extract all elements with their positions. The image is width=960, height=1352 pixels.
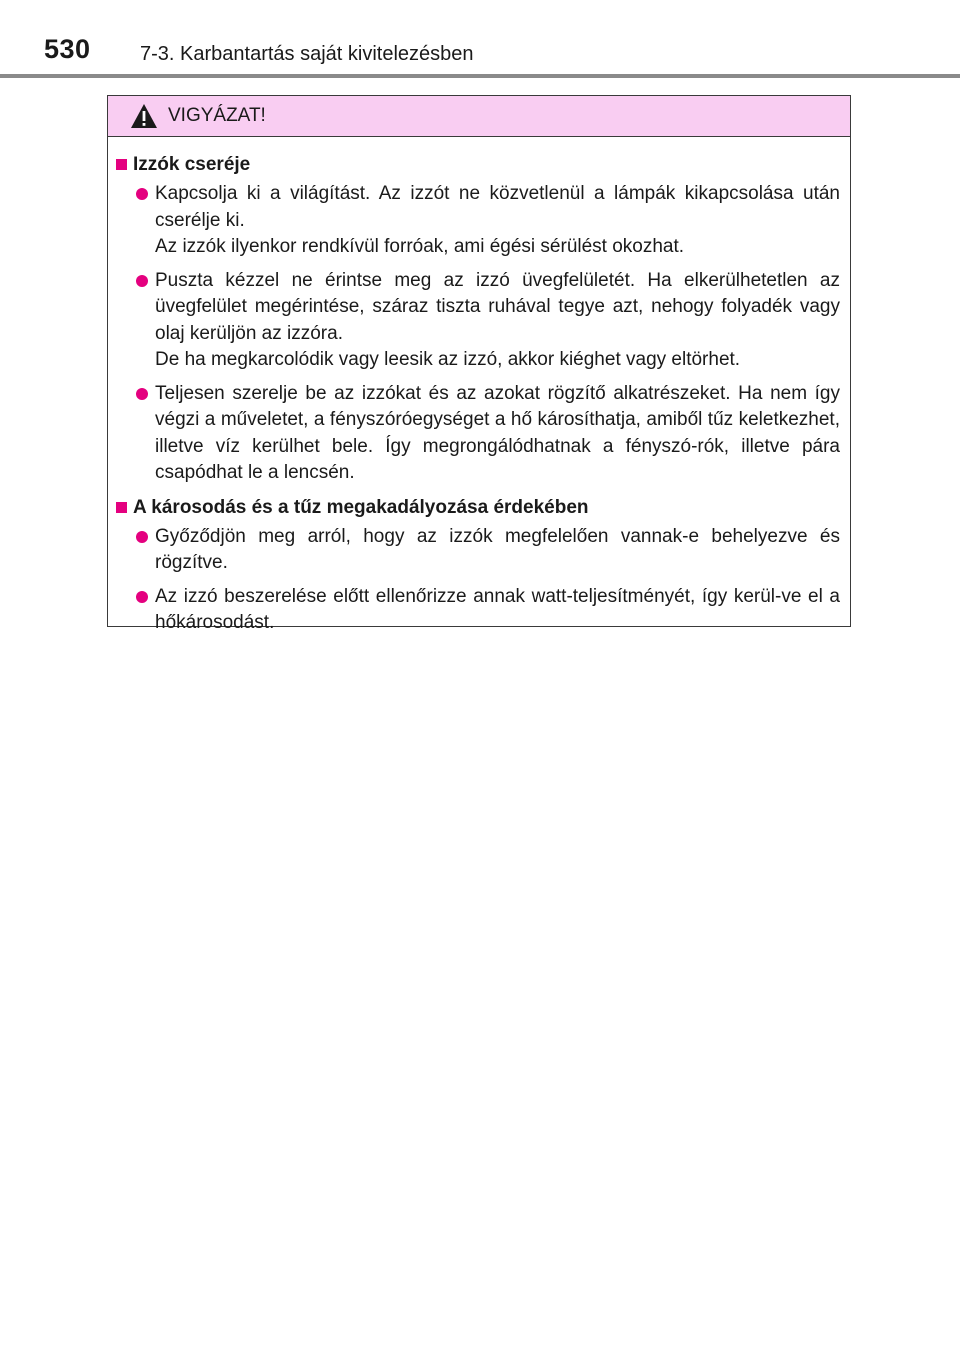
section-heading: [114, 494, 840, 521]
section-damage-fire-prevention: [114, 494, 840, 637]
paragraph: Kapcsolja ki a világítást. Az izzót ne közvetlenül a lámpák kikapcsolása után cserélje ki.: [155, 183, 840, 231]
section-title: 7-3. Karbantartás saját kivitelezésben: [140, 43, 474, 65]
section-heading-text: Izzók cseréje: [133, 154, 251, 175]
list-item-text: [155, 524, 840, 577]
paragraph: Puszta kézzel ne érintse meg az izzó üvegfelületét. Ha elkerülhetetlen az üvegfelület megérintése, száraz tiszta ruhával tegye azt, nehogy folyadék vagy olaj kerüljön az izzóra.: [155, 269, 840, 344]
paragraph: Győződjön meg arról, hogy az izzók megfelelően vannak-e behelyezve és rögzítve.: [155, 525, 840, 573]
warning-triangle-icon: [130, 103, 158, 129]
square-bullet-icon: [116, 502, 127, 513]
list-item-text: [155, 584, 840, 637]
paragraph: Az izzó beszerelése előtt ellenőrizze annak watt-teljesítményét, így kerül-ve el a hőkárosodást.: [155, 585, 840, 633]
list-item-text: [155, 381, 840, 487]
section-heading: [114, 151, 840, 178]
list-item: [114, 584, 840, 637]
list-item: [114, 268, 840, 374]
circle-bullet-icon: [136, 275, 148, 287]
paragraph: Az izzók ilyenkor rendkívül forróak, ami égési sérülést okozhat.: [155, 236, 685, 257]
circle-bullet-icon: [136, 388, 148, 400]
warning-header: [108, 96, 850, 137]
circle-bullet-icon: [136, 188, 148, 200]
list-item-text: [155, 181, 840, 261]
list-item: [114, 381, 840, 487]
page-number: 530: [44, 34, 91, 64]
circle-bullet-icon: [136, 531, 148, 543]
list-item: [114, 181, 840, 261]
list-item-text: [155, 268, 840, 374]
circle-bullet-icon: [136, 591, 148, 603]
header-divider: [0, 74, 960, 78]
paragraph: Teljesen szerelje be az izzókat és az azokat rögzítő alkatrészeket. Ha nem így végzi a műveletet, a fényszóróegységet a hő károsíthatja, amiből tűz keletkezhet, illetve víz kerülhet bele. Így megrongálódhatnak a fényszó-rók, illetve pára csapódhat le a lencsén.: [155, 382, 840, 483]
warning-title: VIGYÁZAT!: [168, 105, 266, 126]
warning-body: [108, 137, 850, 637]
page-header: [0, 0, 960, 80]
square-bullet-icon: [116, 159, 127, 170]
warning-box: [107, 95, 851, 633]
paragraph: De ha megkarcolódik vagy leesik az izzó, akkor kiéghet vagy eltörhet.: [155, 349, 741, 370]
list-item: [114, 524, 840, 577]
section-bulb-replacement: [114, 151, 840, 487]
section-heading-text: A károsodás és a tűz megakadályozása érdekében: [133, 496, 589, 518]
